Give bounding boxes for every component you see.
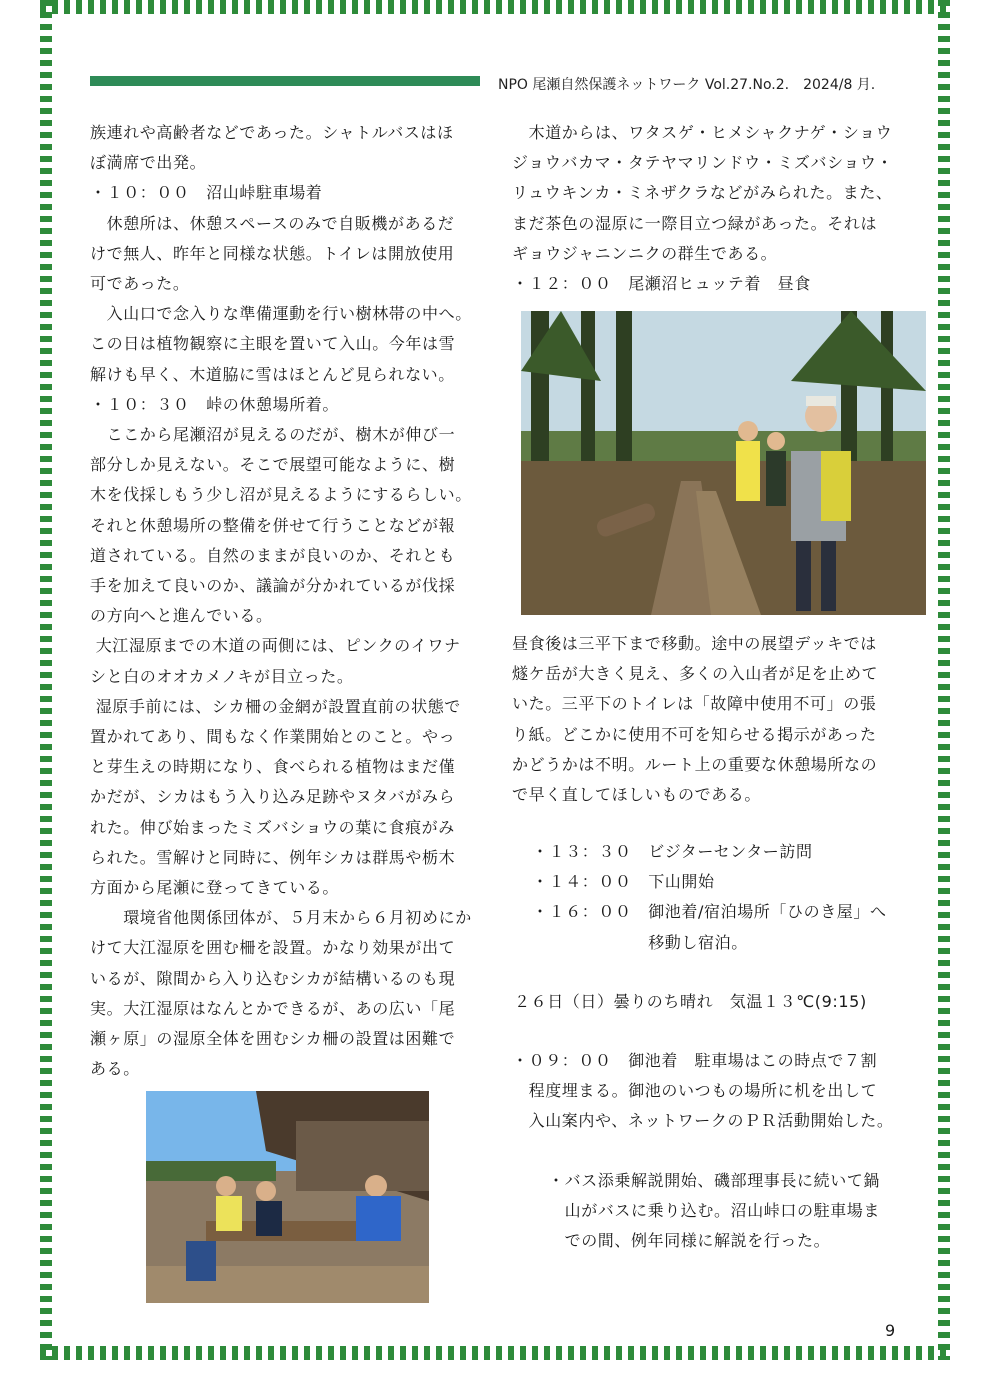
paragraph-line: 木を伐採しもう少し沼が見えるようにするらしい。: [90, 485, 472, 505]
paragraph-line: ここから尾瀬沼が見えるのだが、樹木が伸び一: [90, 425, 456, 445]
day2-item: 程度埋まる。御池のいつもの場所に机を出して: [512, 1081, 878, 1101]
paragraph-line: かだが、シカはもう入り込み足跡やヌタバがみら: [90, 787, 456, 807]
paragraph-line: 休憩所は、休憩スペースのみで自販機があるだ: [90, 213, 455, 233]
paragraph-line: いた。三平下のトイレは「故障中使用不可」の張: [512, 694, 877, 714]
page-number: 9: [885, 1321, 896, 1340]
paragraph-line: 燧ケ岳が大きく見え、多くの入山者が足を止めて: [512, 664, 879, 684]
schedule-item: 移動し宿泊。: [532, 932, 748, 952]
right-column-middle: [512, 629, 910, 810]
day2-items: [512, 1046, 910, 1137]
paragraph-line: まだ茶色の湿原に一際目立つ緑があった。それは: [512, 213, 878, 233]
bus-item: 山がバスに乗り込む。沼山峠口の駐車場ま: [548, 1201, 881, 1221]
right-column-top: [512, 118, 910, 299]
rest-area-photo: [146, 1091, 429, 1303]
paragraph-line: 手を加えて良いのか、議論が分かれているが伐採: [90, 576, 456, 596]
bus-item: ・バス添乗解説開始、磯部理事長に続いて鍋: [548, 1171, 881, 1190]
paragraph-line: この日は植物観察に主眼を置いて入山。今年は雪: [90, 334, 456, 354]
schedule-list: [532, 837, 930, 958]
paragraph-line: 大江湿原までの木道の両側には、ピンクのイワナ: [90, 636, 461, 656]
paragraph-line: と芽生えの時期になり、食べられる植物はまだ僅: [90, 757, 456, 777]
paragraph-line: で早く直してほしいものである。: [512, 785, 762, 805]
paragraph-line: シと白のオオカメノキが目立った。: [90, 666, 354, 686]
decorative-border-bottom: [40, 1346, 950, 1360]
bus-items: [548, 1166, 910, 1257]
paragraph-line: 置かれてあり、間もなく作業開始とのこと。やっ: [90, 727, 456, 747]
paragraph-line: 瀬ヶ原」の湿原全体を囲むシカ柵の設置は困難で: [90, 1029, 456, 1049]
paragraph-line: 道されている。自然のままが良いのか、それとも: [90, 545, 456, 565]
left-column: [90, 118, 488, 1085]
paragraph-line: 方面から尾瀬に登ってきている。: [90, 878, 340, 898]
paragraph-line: れた。伸び始まったミズバショウの葉に食痕がみ: [90, 817, 455, 837]
paragraph-line: 実。大江湿原はなんとかできるが、あの広い「尾: [90, 998, 456, 1018]
paragraph-line: り紙。どこかに使用不可を知らせる掲示があった: [512, 724, 877, 744]
paragraph-line: 入山口で念入りな準備運動を行い樹林帯の中へ。: [90, 304, 472, 324]
trail-photo-illustration: [521, 311, 926, 615]
paragraph-line: ギョウジャニンニクの群生である。: [512, 243, 778, 263]
paragraph-line: られた。雪解けと同時に、例年シカは群馬や栃木: [90, 847, 456, 867]
header-title: NPO 尾瀬自然保護ネットワーク Vol.27.No.2. 2024/8 月.: [498, 77, 876, 93]
paragraph-line: ・１０：００ 沼山峠駐車場着: [90, 183, 323, 203]
decorative-border-top: [40, 0, 950, 14]
paragraph-line: ジョウバカマ・タテヤマリンドウ・ミズバショウ・: [512, 153, 894, 173]
rest-area-photo-illustration: [146, 1091, 429, 1303]
paragraph-line: それと休憩場所の整備を併せて行うことなどが報: [90, 515, 456, 535]
bus-item: での間、例年同様に解説を行った。: [548, 1231, 831, 1251]
paragraph-line: ・１２：００ 尾瀬沼ヒュッテ着 昼食: [512, 274, 811, 294]
day2-item: 入山案内や、ネットワークのＰＲ活動開始した。: [512, 1111, 894, 1131]
day2-heading-text: ２６日（日）曇りのち晴れ 気温１３℃(9:15): [514, 992, 867, 1011]
paragraph-line: けで無人、昨年と同様な状態。トイレは開放使用: [90, 243, 455, 263]
schedule-item: ・１６：００ 御池着/宿泊場所「ひのき屋」へ: [532, 902, 887, 922]
paragraph-line: 族連れや高齢者などであった。シャトルバスはほ: [90, 123, 454, 142]
schedule-item: ・１４：００ 下山開始: [532, 872, 715, 892]
day2-item: ・０９：００ 御池着 駐車場はこの時点で７割: [512, 1051, 878, 1070]
paragraph-line: 環境省他関係団体が、５月末から６月初めにか: [90, 908, 472, 928]
paragraph-line: けて大江湿原を囲む柵を設置。かなり効果が出て: [90, 938, 456, 958]
paragraph-line: 部分しか見えない。そこで展望可能なように、樹: [90, 455, 456, 475]
paragraph-line: の方向へと進んでいる。: [90, 606, 273, 626]
day2-heading: [514, 987, 912, 1017]
decorative-border-right: [938, 0, 950, 1360]
paragraph-line: 木道からは、ワタスゲ・ヒメシャクナゲ・ショウ: [512, 123, 893, 142]
paragraph-line: リュウキンカ・ミネザクラなどがみられた。また、: [512, 183, 893, 203]
paragraph-line: 昼食後は三平下まで移動。途中の展望デッキでは: [512, 634, 877, 653]
paragraph-line: 解けも早く、木道脇に雪はほとんど見られない。: [90, 364, 455, 384]
schedule-item: ・１３：３０ ビジターセンター訪問: [532, 842, 813, 861]
header-accent-bar: [90, 76, 480, 86]
paragraph-line: 湿原手前には、シカ柵の金網が設置直前の状態で: [90, 696, 461, 716]
paragraph-line: 可であった。: [90, 274, 190, 294]
paragraph-line: いるが、隙間から入り込むシカが結構いるのも現: [90, 968, 456, 988]
trail-photo: [521, 311, 926, 615]
paragraph-line: ある。: [90, 1059, 140, 1079]
paragraph-line: かどうかは不明。ルート上の重要な休憩場所なの: [512, 754, 878, 774]
paragraph-line: ・１０：３０ 峠の休憩場所着。: [90, 394, 340, 414]
paragraph-line: ぼ満席で出発。: [90, 153, 207, 173]
decorative-border-left: [40, 0, 52, 1360]
